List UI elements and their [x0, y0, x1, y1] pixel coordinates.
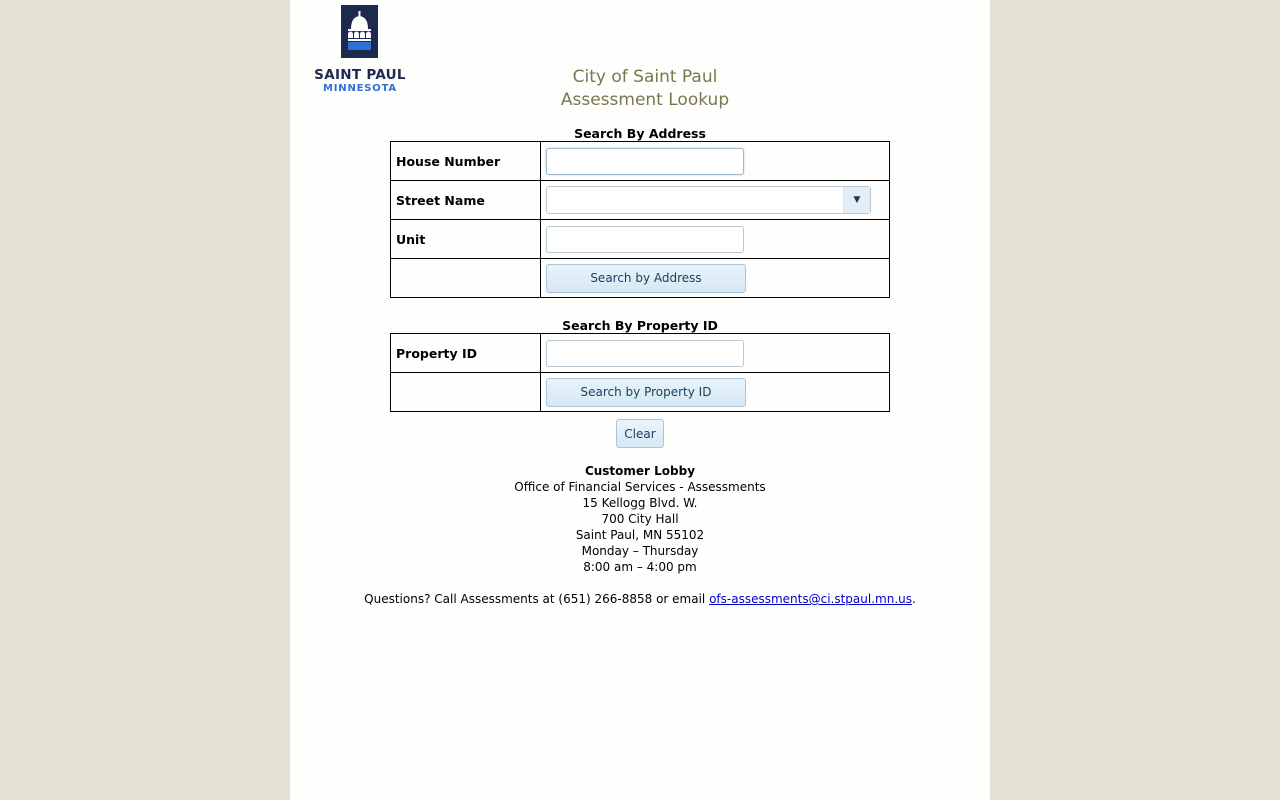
house-number-label: House Number: [391, 142, 541, 181]
address-submit-row: [391, 259, 890, 298]
customer-lobby-info: [290, 463, 990, 575]
property-search-form: [390, 333, 890, 412]
page-title: [530, 66, 760, 112]
office-days: Monday – Thursday: [581, 544, 699, 558]
street-name-select[interactable]: [546, 186, 871, 214]
unit-row: [391, 220, 890, 259]
search-by-address-button[interactable]: Search by Address: [546, 264, 746, 293]
street-name-row: [391, 181, 890, 220]
property-submit-row: [391, 373, 890, 412]
house-number-row: [391, 142, 890, 181]
logo-wordmark: SAINT PAUL: [314, 67, 406, 83]
address-search-form: [390, 141, 890, 298]
page-title-line1: City of Saint Paul: [572, 67, 718, 87]
questions-line: [290, 591, 990, 607]
page-container: [290, 0, 990, 800]
building-address: 700 City Hall: [601, 512, 679, 526]
caret-down-icon[interactable]: ▼: [843, 187, 870, 213]
property-id-row: [391, 334, 890, 373]
email-link[interactable]: ofs-assessments@ci.stpaul.mn.us: [709, 592, 912, 606]
address-search-heading: Search By Address: [574, 126, 706, 141]
saint-paul-logo: [306, 5, 414, 95]
street-address: 15 Kellogg Blvd. W.: [582, 496, 698, 510]
search-by-property-id-button[interactable]: Search by Property ID: [546, 378, 746, 407]
office-hours: 8:00 am – 4:00 pm: [583, 560, 697, 574]
page-title-line2: Assessment Lookup: [560, 90, 730, 110]
house-number-input[interactable]: [546, 148, 744, 175]
office-name: Office of Financial Services - Assessments: [514, 480, 766, 494]
property-id-label: Property ID: [391, 334, 541, 373]
logo-state: MINNESOTA: [323, 83, 397, 94]
questions-suffix: .: [912, 592, 916, 606]
street-name-label: Street Name: [391, 181, 541, 220]
property-id-input[interactable]: [546, 340, 744, 367]
city-state-zip: Saint Paul, MN 55102: [575, 528, 705, 542]
unit-input[interactable]: [546, 226, 744, 253]
capitol-dome-icon: [341, 5, 378, 58]
unit-label: Unit: [391, 220, 541, 259]
customer-lobby-heading: Customer Lobby: [584, 464, 696, 478]
questions-text: Questions? Call Assessments at (651) 266-8858 or email: [364, 592, 710, 606]
clear-button[interactable]: Clear: [616, 419, 664, 448]
property-search-heading: Search By Property ID: [562, 318, 718, 333]
